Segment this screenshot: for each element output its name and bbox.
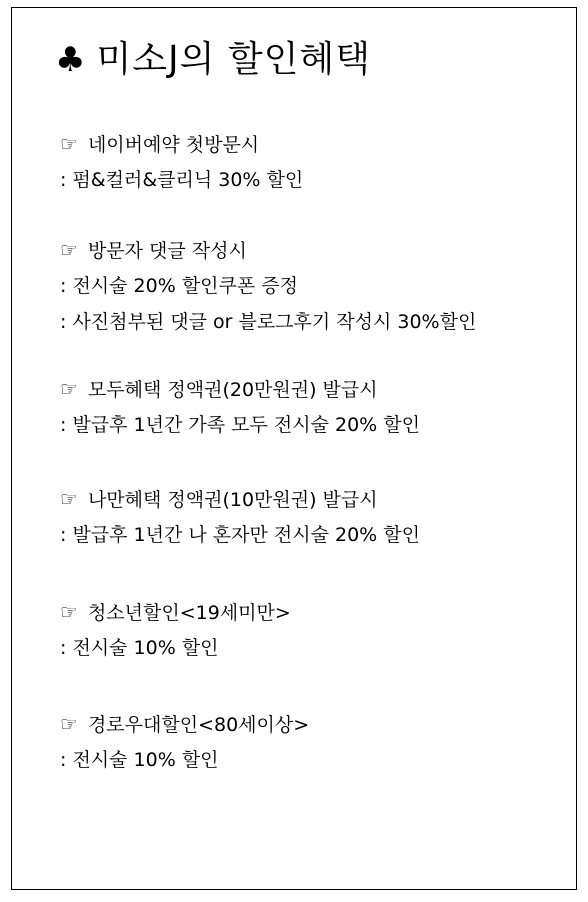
pointing-hand-icon: ☞ <box>60 377 78 401</box>
benefit-heading: ☞ 경로우대할인<80세이상> <box>60 712 310 736</box>
benefit-section-personal-voucher <box>60 481 420 553</box>
benefit-heading: ☞ 네이버예약 첫방문시 <box>60 132 260 156</box>
benefit-section-review <box>60 232 476 340</box>
benefit-section-senior <box>60 706 309 778</box>
benefit-detail: : 전시술 10% 할인 <box>60 637 219 659</box>
benefit-heading: ☞ 청소년할인<19세미만> <box>60 600 291 624</box>
benefit-heading: ☞ 방문자 댓글 작성시 <box>60 238 247 262</box>
benefit-section-family-voucher <box>60 371 420 443</box>
benefit-detail: : 펌&컬러&클리닉 30% 할인 <box>60 169 304 191</box>
club-suit-icon: ♣ <box>55 40 87 80</box>
benefit-detail: : 전시술 10% 할인 <box>60 749 219 771</box>
benefit-section-youth <box>60 594 291 666</box>
benefit-heading: ☞ 나만혜택 정액권(10만원권) 발급시 <box>60 487 378 511</box>
page-title-text: 미소J의 할인혜택 <box>96 39 371 80</box>
benefit-heading: ☞ 모두혜택 정액권(20만원권) 발급시 <box>60 377 378 401</box>
pointing-hand-icon: ☞ <box>60 132 78 156</box>
page-title <box>55 34 371 86</box>
pointing-hand-icon: ☞ <box>60 487 78 511</box>
pointing-hand-icon: ☞ <box>60 238 78 262</box>
benefit-detail: : 전시술 20% 할인쿠폰 증정 <box>60 275 298 297</box>
pointing-hand-icon: ☞ <box>60 712 78 736</box>
benefit-detail: : 사진첨부된 댓글 or 블로그후기 작성시 30%할인 <box>60 311 477 333</box>
benefit-section-naver <box>60 126 303 198</box>
benefit-detail: : 발급후 1년간 가족 모두 전시술 20% 할인 <box>60 414 420 436</box>
pointing-hand-icon: ☞ <box>60 600 78 624</box>
benefit-detail: : 발급후 1년간 나 혼자만 전시술 20% 할인 <box>60 524 420 546</box>
